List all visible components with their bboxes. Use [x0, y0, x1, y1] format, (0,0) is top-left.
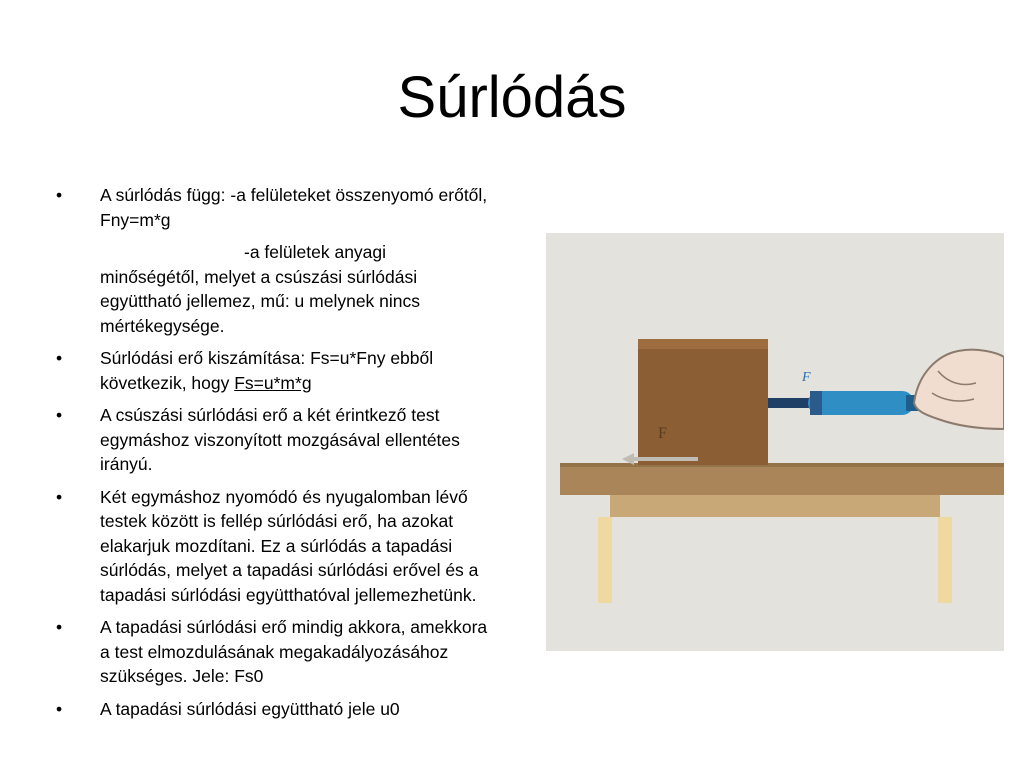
figure-background — [546, 233, 1004, 651]
formula-text: Fs=u*m*g — [234, 372, 312, 393]
bullet-text: A súrlódás függ: -a felületeket összenyomó erőtől, Fny=m*g — [100, 185, 488, 230]
table-leg-right — [938, 517, 952, 603]
bullet-text: Súrlódási erő kiszámítása: Fs=u*Fny ebből következik, hogy — [100, 348, 434, 393]
bullet-glyph: • — [56, 405, 63, 425]
list-item — [56, 615, 496, 689]
bullet-glyph: • — [56, 486, 63, 507]
list-item — [56, 485, 496, 608]
bullet-glyph: • — [56, 617, 63, 637]
list-item — [56, 346, 496, 395]
bullet-text: A tapadási súrlódási erő mindig akkora, amekkora a test elmozdulásának megakadályozásához szükséges. Jele: Fs0 — [100, 617, 488, 686]
bullet-glyph: • — [56, 348, 63, 368]
friction-illustration-svg — [546, 233, 1004, 651]
bullet-glyph: • — [56, 185, 63, 205]
slide-title: Súrlódás — [397, 65, 627, 130]
table-top — [560, 463, 1004, 495]
bullet-text: A csúszási súrlódási erő a két érintkező test egymáshoz viszonyított mozgásával ellentétes irányú. — [100, 405, 460, 474]
friction-illustration — [546, 233, 1004, 651]
table-apron — [610, 495, 940, 517]
spring-scale-rod — [768, 398, 812, 408]
continuation-text: minőségétől, melyet a csúszási súrlódási együttható jellemez, mű: u melynek nincs mértékegysége. — [100, 266, 421, 336]
spring-scale-body — [808, 391, 914, 415]
indented-text: -a felületek anyagi — [244, 242, 387, 262]
table-top-edge — [560, 463, 1004, 467]
pull-force-glyph: F — [802, 370, 811, 385]
spring-scale-cap — [810, 391, 822, 415]
list-item — [56, 403, 496, 477]
block-highlight — [638, 339, 768, 349]
weight-label-glyph: F — [658, 425, 667, 442]
bullet-continuation — [100, 240, 496, 338]
block-body — [638, 339, 768, 465]
wooden-block — [638, 339, 768, 465]
list-item — [56, 183, 496, 338]
table-leg-left — [598, 517, 612, 603]
bullet-list — [56, 183, 496, 729]
bullet-glyph: • — [56, 698, 63, 719]
bullet-text: A tapadási súrlódási együttható jele u0 — [100, 698, 400, 719]
bullet-text: Két egymáshoz nyomódó és nyugalomban lévő testek között is fellép súrlódási erő, ha azokat elakarjuk mozdítani. Ez a súrlódás a tapadási súrlódás, melyet a tapadási súrlódási erővel és a tapadási súrlódási együtthatóval jellemezhetünk. — [100, 486, 479, 605]
list-item — [56, 697, 496, 722]
